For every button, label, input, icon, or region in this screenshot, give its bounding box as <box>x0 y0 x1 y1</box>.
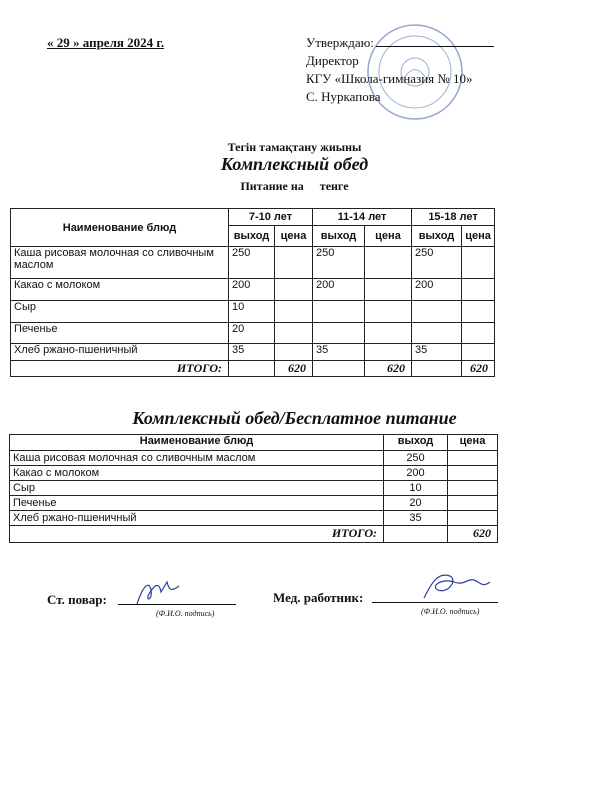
subheader-price: цена <box>365 226 412 247</box>
section-title-free-meals: Комплексный обед/Бесплатное питание <box>132 408 457 428</box>
cell <box>412 323 462 344</box>
cell <box>229 361 275 377</box>
cell <box>275 279 313 301</box>
dish-name: Каша рисовая молочная со сливочным маслом <box>11 247 229 279</box>
cell <box>365 323 412 344</box>
cell <box>275 247 313 279</box>
approve-organization: КГУ «Школа-гимназия № 10» <box>306 71 473 86</box>
cook-signature-scribble <box>133 576 193 608</box>
medic-signature-scribble <box>418 568 500 604</box>
cell: 200 <box>229 279 275 301</box>
dish-price <box>448 466 498 481</box>
group-header-11-14: 11-14 лет <box>313 209 412 226</box>
column-header-price: цена <box>448 435 498 451</box>
dish-name: Какао с молоком <box>11 279 229 301</box>
dish-price <box>448 496 498 511</box>
cell: 35 <box>412 344 462 361</box>
dish-name: Хлеб ржано-пшеничный <box>10 511 384 526</box>
cell: 250 <box>313 247 365 279</box>
approve-label: Утверждаю: <box>306 35 374 50</box>
dish-output: 250 <box>384 451 448 466</box>
cell: 10 <box>229 301 275 323</box>
dish-name: Хлеб ржано-пшеничный <box>11 344 229 361</box>
approve-position: Директор <box>306 53 359 68</box>
medic-label: Мед. работник: <box>273 590 364 605</box>
total-value: 620 <box>365 361 412 377</box>
subheader-price: цена <box>462 226 495 247</box>
table-row <box>10 511 498 526</box>
column-header-name: Наименование блюд <box>10 435 384 451</box>
dish-output: 10 <box>384 481 448 496</box>
cell <box>462 247 495 279</box>
total-label: ИТОГО: <box>10 526 384 543</box>
dish-name: Печенье <box>10 496 384 511</box>
table-row <box>11 301 495 323</box>
table-row <box>11 344 495 361</box>
dish-price <box>448 451 498 466</box>
title-kazakh: Тегін тамақтану жиыны <box>227 140 362 154</box>
total-value: 620 <box>275 361 313 377</box>
dish-name: Печенье <box>11 323 229 344</box>
cook-note: (Ф.И.О. подпись) <box>156 609 215 618</box>
table-row <box>11 279 495 301</box>
cell <box>275 323 313 344</box>
approve-person: С. Нуркапова <box>306 89 381 104</box>
cell <box>275 301 313 323</box>
cell <box>462 301 495 323</box>
column-header-name: Наименование блюд <box>11 209 229 247</box>
cell <box>365 279 412 301</box>
total-value: 620 <box>448 526 498 543</box>
cell <box>313 301 365 323</box>
cell: 20 <box>229 323 275 344</box>
table-total-row <box>11 361 495 377</box>
dish-price <box>448 481 498 496</box>
subtitle-right: тенге <box>319 179 349 193</box>
table-row <box>11 247 495 279</box>
document-date: « 29 » апреля 2024 г. <box>47 35 165 50</box>
cell: 250 <box>412 247 462 279</box>
dish-output: 200 <box>384 466 448 481</box>
cell <box>462 323 495 344</box>
dish-price <box>448 511 498 526</box>
cell <box>365 247 412 279</box>
cell <box>365 301 412 323</box>
page-title: Комплексный обед <box>220 154 369 174</box>
group-header-15-18: 15-18 лет <box>412 209 495 226</box>
cell <box>313 361 365 377</box>
subtitle <box>0 179 589 194</box>
cell <box>313 323 365 344</box>
group-header-7-10: 7-10 лет <box>229 209 313 226</box>
subtitle-left: Питание на <box>240 179 304 193</box>
table-row <box>10 451 498 466</box>
medic-note: (Ф.И.О. подпись) <box>421 607 480 616</box>
approval-block <box>306 34 494 106</box>
cell: 250 <box>229 247 275 279</box>
menu-table-age-groups <box>10 208 495 377</box>
total-value: 620 <box>462 361 495 377</box>
cell: 200 <box>412 279 462 301</box>
subheader-output: выход <box>229 226 275 247</box>
column-header-output: выход <box>384 435 448 451</box>
subheader-output: выход <box>412 226 462 247</box>
approve-signature-line <box>376 46 494 47</box>
cell: 200 <box>313 279 365 301</box>
table-total-row <box>10 526 498 543</box>
table-row <box>11 323 495 344</box>
cook-label: Ст. повар: <box>47 592 107 607</box>
dish-name: Какао с молоком <box>10 466 384 481</box>
cell <box>462 344 495 361</box>
cell: 35 <box>313 344 365 361</box>
cell <box>275 344 313 361</box>
subheader-output: выход <box>313 226 365 247</box>
cell <box>412 301 462 323</box>
dish-name: Сыр <box>11 301 229 323</box>
dish-name: Каша рисовая молочная со сливочным маслом <box>10 451 384 466</box>
table-row <box>10 481 498 496</box>
table-row <box>10 496 498 511</box>
dish-output: 35 <box>384 511 448 526</box>
cell: 35 <box>229 344 275 361</box>
dish-name: Сыр <box>10 481 384 496</box>
total-label: ИТОГО: <box>11 361 229 377</box>
cell <box>384 526 448 543</box>
dish-output: 20 <box>384 496 448 511</box>
table-row <box>10 466 498 481</box>
cell <box>462 279 495 301</box>
cell <box>412 361 462 377</box>
menu-table-free-meals <box>9 434 498 543</box>
cell <box>365 344 412 361</box>
subheader-price: цена <box>275 226 313 247</box>
